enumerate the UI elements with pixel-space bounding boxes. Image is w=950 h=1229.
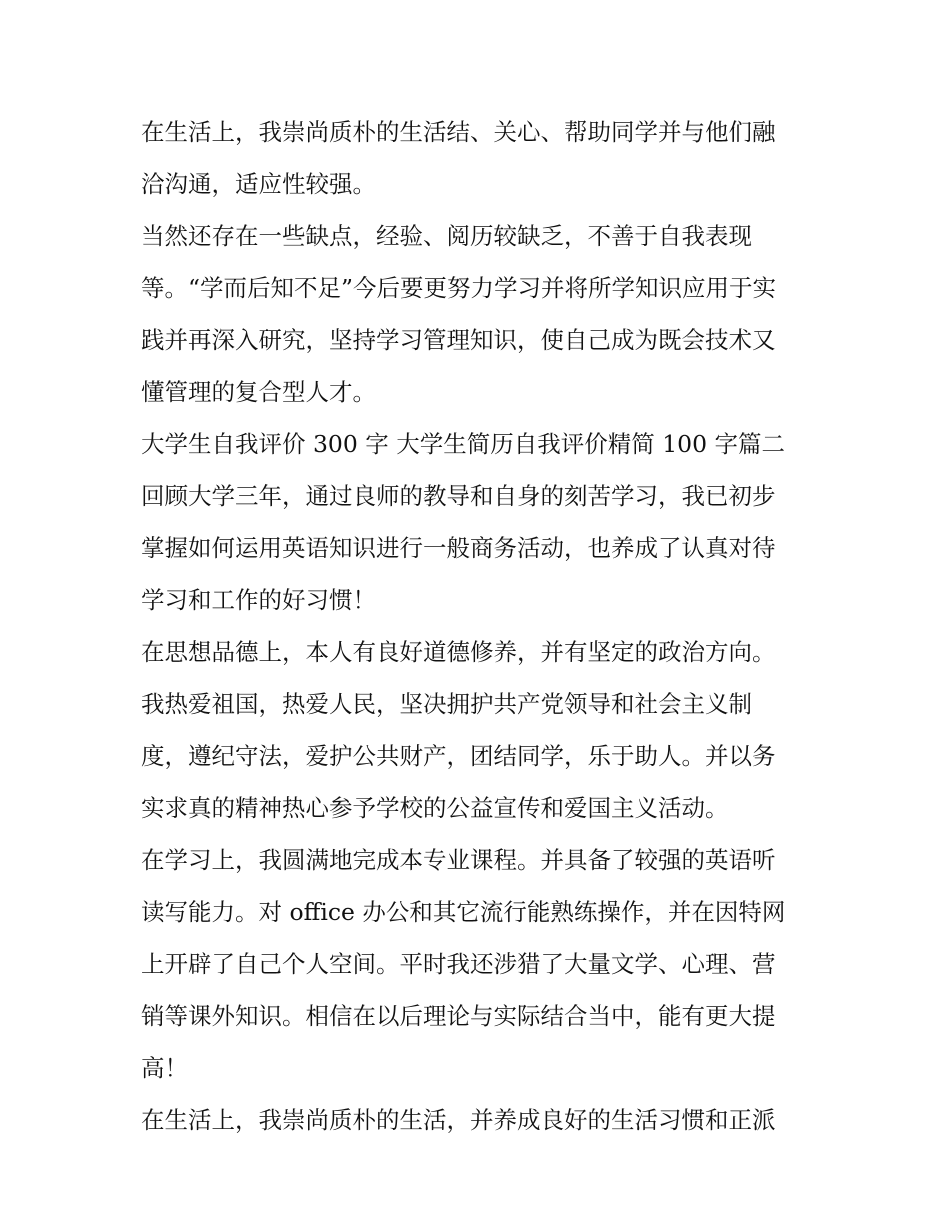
- text-line: 在思想品德上，本人有良好道德修养，并有坚定的政治方向。: [141, 638, 776, 666]
- text-line: 洽沟通，适应性较强。: [141, 170, 376, 198]
- text-line: 在生活上，我崇尚质朴的生活结、关心、帮助同学并与他们融: [141, 118, 776, 146]
- text-line: 我热爱祖国，热爱人民，坚决拥护共产党领导和社会主义制: [141, 690, 752, 718]
- text-line: 当然还存在一些缺点，经验、阅历较缺乏，不善于自我表现: [141, 222, 752, 250]
- text-line: 销等课外知识。相信在以后理论与实际结合当中，能有更大提: [141, 1002, 776, 1030]
- text-line: 实求真的精神热心参予学校的公益宣传和爱国主义活动。: [141, 794, 729, 822]
- text-line: 学习和工作的好习惯！: [141, 586, 376, 614]
- text-line: 读写能力。对 office 办公和其它流行能熟练操作，并在因特网: [141, 898, 786, 926]
- text-line: 在学习上，我圆满地完成本专业课程。并具备了较强的英语听: [141, 846, 776, 874]
- text-line: 等。“学而后知不足”今后要更努力学习并将所学知识应用于实: [141, 274, 777, 302]
- text-line: 回顾大学三年，通过良师的教导和自身的刻苦学习，我已初步: [141, 482, 776, 510]
- text-line: 懂管理的复合型人才。: [141, 378, 376, 406]
- text-line: 在生活上，我崇尚质朴的生活，并养成良好的生活习惯和正派: [141, 1106, 776, 1134]
- text-line: 高！: [141, 1054, 188, 1082]
- document-body: [141, 106, 821, 1146]
- text-line: 度，遵纪守法，爱护公共财产，团结同学，乐于助人。并以务: [141, 742, 776, 770]
- text-line: 掌握如何运用英语知识进行一般商务活动，也养成了认真对待: [141, 534, 776, 562]
- text-line: 上开辟了自己个人空间。平时我还涉猎了大量文学、心理、营: [141, 950, 776, 978]
- section-heading: 大学生自我评价 300 字 大学生简历自我评价精简 100 字篇二: [141, 430, 786, 458]
- text-line: 践并再深入研究，坚持学习管理知识，使自己成为既会技术又: [141, 326, 776, 354]
